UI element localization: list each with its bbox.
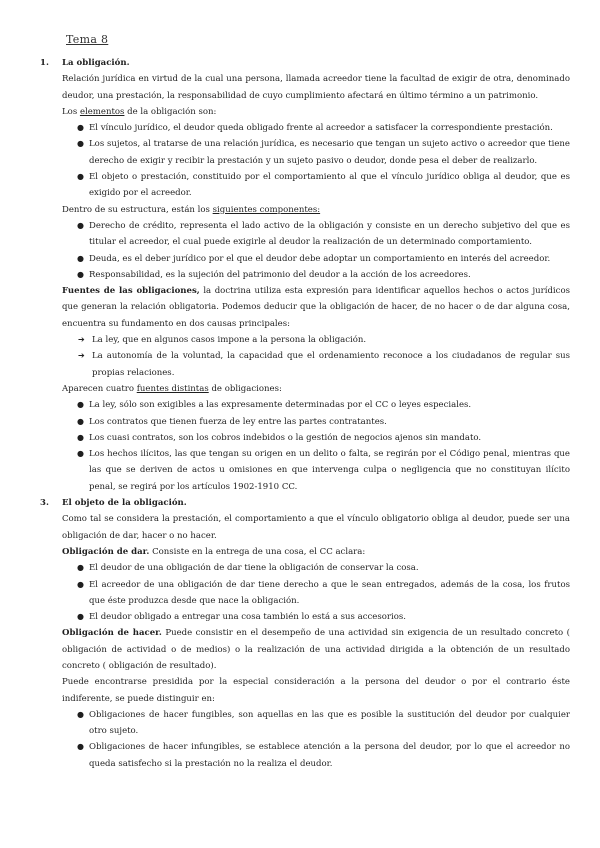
list-item: ● El vínculo jurídico, el deudor queda obligado frente al acreedor a satisfacer la correspondiente prestación. (40, 120, 570, 136)
bold-term: Obligación de dar. (62, 546, 150, 557)
document-body (40, 55, 570, 772)
list-item: ● Deuda, es el deber jurídico por el que el deudor debe adoptar un comportamiento en interés del acreedor. (40, 251, 570, 267)
bullet-icon: ● (77, 269, 84, 279)
paragraph: Dentro de su estructura, están los siguientes componentes: (62, 204, 321, 215)
bullet-list-elementos (40, 120, 570, 201)
arrow-right-icon: ➔ (78, 335, 85, 345)
bullet-list-componentes (40, 218, 570, 283)
bullet-list-hacer (40, 707, 570, 772)
list-item: ● Obligaciones de hacer infungibles, se establece atención a la persona del deudor, por lo que el acreedor no queda satisfecho si la prestación no la realiza el deudor. (40, 739, 570, 772)
bullet-icon: ● (77, 172, 84, 182)
list-item: ● El objeto o prestación, constituido por el comportamiento al que el vínculo jurídico obliga al deudor, que es exigido por el acreedor. (40, 169, 570, 202)
arrow-list-causas (40, 332, 570, 381)
list-item: ● El deudor de una obligación de dar tiene la obligación de conservar la cosa. (40, 560, 570, 576)
paragraph: Obligación de hacer. Puede consistir en el desempeño de una actividad sin exigencia de un resultado concreto ( obligación de actividad o de medios) o la realización de una actividad dirigida a la obtención de un resultado concreto ( obligación de resultado). (62, 628, 570, 671)
bullet-icon: ● (77, 220, 84, 230)
section-number: 1. (40, 58, 49, 68)
paragraph: Como tal se considera la prestación, el comportamiento a que el vínculo obligatorio obliga al deudor, puede ser una obligación de dar, hacer o no hacer. (62, 514, 570, 541)
bullet-icon: ● (77, 563, 84, 573)
paragraph: Fuentes de las obligaciones, la doctrina utiliza esta expresión para identificar aquellos hechos o actos jurídicos que generan la relación obligatoria. Podemos deducir que la obligación de hacer, de no hacer o de dar alguna cosa, encuentra su fundamento en dos causas principales: (62, 286, 570, 329)
list-item: ● La ley, sólo son exigibles a las expresamente determinadas por el CC o leyes especiales. (40, 397, 570, 413)
arrow-right-icon: ➔ (78, 351, 85, 361)
bullet-icon: ● (77, 253, 84, 263)
section-3-body (40, 511, 570, 560)
underlined-term: elementos (79, 106, 125, 117)
list-item: ● Responsabilidad, es la sujeción del patrimonio del deudor a la acción de los acreedores. (40, 267, 570, 283)
bullet-list-fuentes (40, 397, 570, 495)
bullet-icon: ● (77, 400, 84, 410)
list-item: ● Los contratos que tienen fuerza de ley entre las partes contratantes. (40, 414, 570, 430)
page-title: Tema 8 (66, 33, 109, 46)
paragraph: Los elementos de la obligación son: (62, 106, 217, 117)
underlined-term: fuentes distintas (136, 383, 209, 394)
bullet-icon: ● (77, 139, 84, 149)
paragraph: Aparecen cuatro fuentes distintas de obligaciones: (62, 383, 282, 394)
section-number: 3. (40, 498, 49, 509)
list-item: ● Los hechos ilícitos, las que tengan su origen en un delito o falta, se regirán por el Código penal, mientras que las que se deriven de actos u omisiones en que intervenga culpa o negligencia que no constituyan ilícito penal, se regirá por los artículos 1902-1910 CC. (40, 446, 570, 495)
bullet-icon: ● (77, 449, 84, 459)
bold-term: Fuentes de las obligaciones, (62, 286, 200, 297)
bullet-icon: ● (77, 742, 84, 752)
bullet-list-dar (40, 560, 570, 625)
list-item: ● Los sujetos, al tratarse de una relación jurídica, es necesario que tengan un sujeto activo o acreedor que tiene derecho de exigir y recibir la prestación y un sujeto pasivo o deudor, donde pesa el deber de realizarlo. (40, 136, 570, 169)
bullet-icon: ● (77, 432, 84, 442)
bullet-icon: ● (77, 709, 84, 719)
section-1-body (40, 71, 570, 120)
bold-term: Obligación de hacer. (62, 628, 162, 639)
section-1-heading (40, 55, 570, 71)
list-item: ➔ La ley, que en algunos casos impone a la persona la obligación. (40, 332, 570, 348)
underlined-term: siguientes componentes: (212, 204, 321, 215)
bullet-icon: ● (77, 123, 84, 133)
list-item: ● Derecho de crédito, representa el lado activo de la obligación y consiste en un derecho subjetivo del que es titular el acreedor, el cual puede exigirle al deudor la realización de un determinado comportamiento. (40, 218, 570, 251)
section-3-heading (40, 495, 570, 511)
list-item: ● El acreedor de una obligación de dar tiene derecho a que le sean entregados, además de la cosa, los frutos que éste produzca desde que nace la obligación. (40, 577, 570, 610)
paragraph: Puede encontrarse presidida por la especial consideración a la persona del deudor o por el contrario éste indiferente, se puede distinguir en: (62, 677, 570, 704)
bullet-icon: ● (77, 612, 84, 622)
list-item: ● El deudor obligado a entregar una cosa también lo está a sus accesorios. (40, 609, 570, 625)
paragraph: Obligación de dar. Consiste en la entrega de una cosa, el CC aclara: (62, 546, 366, 557)
list-item: ● Los cuasi contratos, son los cobros indebidos o la gestión de negocios ajenos sin mandato. (40, 430, 570, 446)
paragraph: Relación jurídica en virtud de la cual una persona, llamada acreedor tiene la facultad de exigir de otra, denominado deudor, una prestación, la responsabilidad de cuyo cumplimiento afectará en último término a un patrimonio. (62, 74, 570, 101)
bullet-icon: ● (77, 416, 84, 426)
section-title: El objeto de la obligación. (62, 498, 187, 509)
bullet-icon: ● (77, 579, 84, 589)
section-title: La obligación. (62, 58, 130, 68)
list-item: ● Obligaciones de hacer fungibles, son aquellas en las que es posible la sustitución del deudor por cualquier otro sujeto. (40, 707, 570, 740)
list-item: ➔ La autonomía de la voluntad, la capacidad que el ordenamiento reconoce a los ciudadanos de regular sus propias relaciones. (40, 348, 570, 381)
